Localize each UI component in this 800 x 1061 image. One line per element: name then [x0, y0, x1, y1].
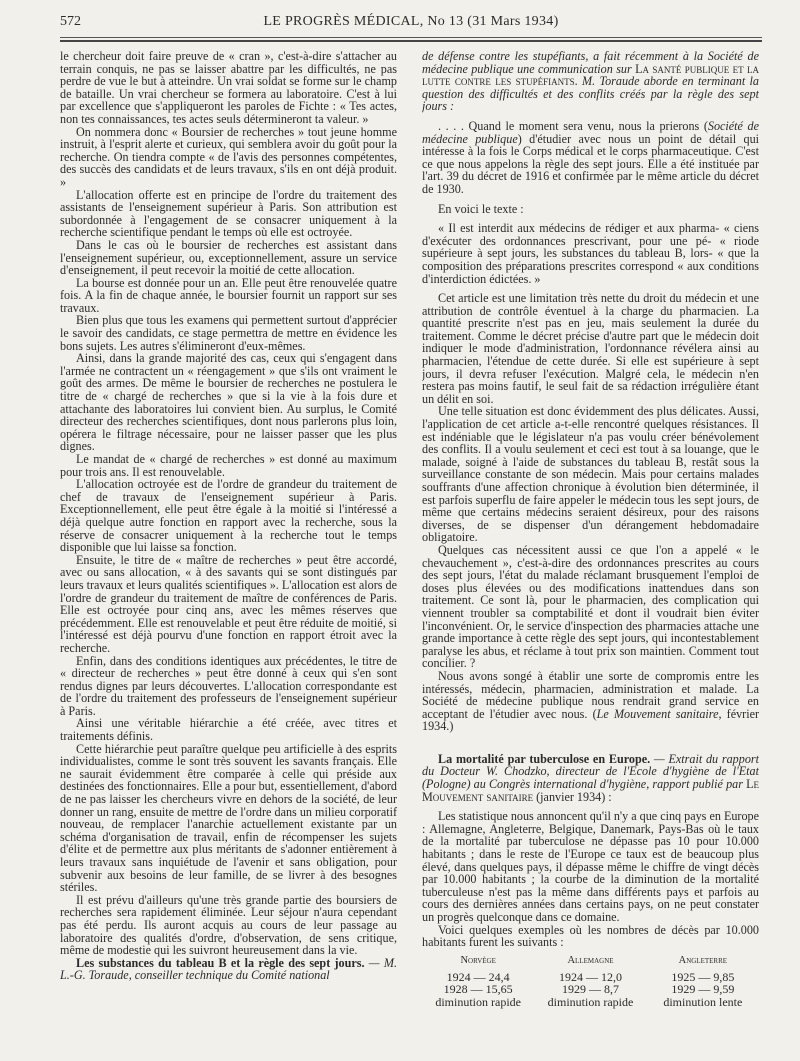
quote-end: ) d'étudier avec nous un point de détail qui intéresse à la fois le Corps médical et le corps pharmaceutique. C'est ce que nous appelons la règle des sept jours. Elle a été instituée par l'art. 39 du décret de 1916 et confirmée par le même article du décret de 1930.: [422, 131, 759, 196]
running-title: LE PROGRÈS MÉDICAL, No 13 (31 Mars 1934): [263, 14, 559, 29]
trend-label: diminution rapide: [547, 995, 634, 1010]
text-intro: En voici le texte :: [438, 201, 524, 216]
section-subtitle: — Extrait du rapport du Docteur W. Chodzko, directeur de l'Ecole d'hygiène de l'Etat (Pologne) au Congrès international d'hygiène, rapport publié par: [422, 751, 759, 792]
paragraph: On nommera donc « Boursier de recherches » tout jeune homme instruit, à l'esprit alerte et curieux, qui semblera avoir du goût pour la recherche. On tiendra compte « de l'avis des personnes compétentes, des succès des candidats et de leurs travaux, s'ils en ont déjà produit. »: [60, 124, 397, 189]
right-column: [422, 50, 759, 1055]
quote-paragraph: [422, 120, 759, 196]
left-column: [60, 50, 397, 1055]
stats-column-germany: [534, 955, 646, 1009]
paragraph: Quelques cas nécessitent aussi ce que l'on a appelé « le chevauchement », c'est-à-dire des ordonnances prescrites au cours des sept jours, l'état du malade réclamant brusquement l'emploi de doses plus élevées ou des modifications inattendues dans son traitement. Ce sont là, pour le pharmacien, des complication qui viennent troubler sa comptabilité et dont il voudrait bien éviter l'inconvénient. Or, le service d'inspection des pharmacies attache une grande importance à cette règle des sept jours, qui incontestablement paralyse les abus, et réclame à tout prix son maintien. Comment tout concilier. ?: [422, 542, 759, 671]
stat-row: 1924 — 12,0: [558, 969, 622, 984]
intro-smallcaps: La santé publique et la lutte contre les stupéfiants.: [422, 61, 759, 89]
closing-paragraph: [422, 670, 759, 733]
paragraph: L'allocation octroyée est de l'ordre de grandeur du traitement de chef de travaux de l'enseignement supérieur à Paris. Exceptionnellement, elle peut être égale à la moitié si l'intéressé a déjà quelque autre fonction en rapport avec la recherche, sous la réserve de consacrer uniquement à la recherche tout le temps disponible que lui laisse sa fonction.: [60, 477, 397, 555]
paragraph: Dans le cas où le boursier de recherches est assistant dans l'enseignement supérieur, ou, exceptionnellement, assure un service d'enseignement, il peut recevoir la moitié de cette allocation.: [60, 237, 397, 278]
country-label: Allemagne: [567, 954, 614, 966]
paragraph: Ainsi, dans la grande majorité des cas, ceux qui s'engagent dans l'armée ne contractent un « réengagement » que s'ils ont vraiment le goût des armes. De même le boursier de recherches ne postulera le titre de « chargé de recherches » que si la vie à la fois dure et attachante des laboratoires lui convient bien. Au surplus, le Comité directeur des recherches scientifiques, dont nous parlerons plus loin, opérera le filtrage nécessaire, pour ne laisser passer que les plus dignes.: [60, 351, 397, 454]
intro-paragraph: [422, 50, 759, 113]
paragraph: La bourse est donnée pour un an. Elle peut être renouvelée quatre fois. A la fin de chaque année, le boursier fournit un rapport sur ses travaux.: [60, 275, 397, 315]
stat-row: 1924 — 24,4: [446, 969, 510, 984]
quote-start: . . . . Quand le moment sera venu, nous la prierons (: [438, 118, 708, 133]
header-rule-thin: [60, 37, 762, 38]
paragraph: Voici quelques exemples où les nombres de décès par 10.000 habitants furent les suivants :: [422, 922, 759, 950]
stat-row: 1929 — 8,7: [561, 982, 619, 997]
stats-column-england: [647, 955, 759, 1009]
paragraph: L'allocation offerte est en principe de l'ordre du traitement des assistants de l'enseignement supérieur à Paris. Son attribution est subordonnée à l'engagement de se consacrer uniquement à la recherche scientifique pendant le temps où elle est octroyée.: [60, 187, 397, 240]
page-number: 572: [60, 14, 81, 29]
trend-label: diminution rapide: [435, 995, 521, 1010]
closing-italic: Le Mouvement sanitaire: [596, 706, 719, 721]
paragraph: Cet article est une limitation très nette du droit du médecin et une attribution de contrôle éventuel à la charge du pharmacien. La quantité prescrite n'est pas en jeu, mais seulement la durée du traitement. Comme le décret précise d'autre part que le médecin doit indiquer le mode d'administration, l'ordonnance révélera ainsi au pharmacien, l'étendue de cette durée. Si elle est supérieure à sept jours, il devra refuser l'exécution. Malgré cela, le médecin n'en restera pas moins fautif, le seul fait de sa rédaction irrégulière étant un délit en soi.: [422, 291, 759, 406]
section-byline: — M. L.-G. Toraude, conseiller technique du Comité national: [60, 955, 397, 983]
paragraph: le chercheur doit faire preuve de « cran », c'est-à-dire s'attacher au terrain conquis, ne pas se laisser abattre par les difficultés, ne pas perdre de vue le but à atteindre. Un vrai soldat se forme sur le champ de bataille. Un vrai chercheur se formera au laboratoire. C'est à lui par excellence que s'appliqueront les paroles de Fichte : « Tes actes, non tes connaissances, tes actes seuls détermineront ta valeur. »: [60, 50, 397, 126]
country-label: Norvège: [460, 954, 496, 966]
section-subtitle-end: (janvier 1934) :: [533, 789, 612, 804]
stats-column-norway: [422, 955, 534, 1009]
country-label: Angleterre: [678, 954, 728, 966]
paragraph: Bien plus que tous les examens qui permettent surtout d'apprécier le savoir des candidats, ce stage permettra de mettre en évidence les bons sujets. Les autres s'élimineront d'eux-mêmes.: [60, 313, 397, 353]
stat-row: 1929 — 9,59: [671, 982, 735, 997]
paragraph: Le mandat de « chargé de recherches » est donné au maximum pour trois ans. Il est renouvelable.: [60, 452, 397, 479]
header-rule-thick: [60, 40, 762, 42]
stat-row: 1928 — 15,65: [443, 982, 513, 997]
intro-italic-end: M. Toraude aborde en terminant la question des difficultés et des conflits créés par la règle des sept jours :: [422, 74, 759, 114]
paragraph: Il est prévu d'ailleurs qu'une très grande partie des boursiers de recherches sera rapidement éliminée. Leur séjour n'aura cependant pas été perdu. Ils auront acquis au cours de leur passage au laboratoire des qualités d'ordre, d'observation, de sens critique, même de modestie qui les suivront heureusement dans la vie.: [60, 892, 397, 958]
section-subtitle-smallcaps: Le Mouvement sanitaire: [422, 777, 759, 804]
paragraph: Ensuite, le titre de « maître de recherches » peut être accordé, avec ou sans allocation, « à des savants qui se sont distingués par leurs travaux et leurs qualités scientifiques ». L'allocation est alors de l'ordre de grandeur du traitement de maître de conférences de Paris. Elle est octroyée pour cinq ans, avec les mêmes réserves que précédemment. Elle est renouvelable et peut être réduite de moitié, si l'intéressé est déjà pourvu d'une fonction en rapport étroit avec la recherche.: [60, 552, 397, 655]
paragraph: Enfin, dans des conditions identiques aux précédentes, le titre de « directeur de recherches » peut être donné à ceux qui s'en sont rendus dignes par leurs découvertes. L'allocation correspondante est de l'ordre du traitement des professeurs de l'enseignement supérieur à Paris.: [60, 653, 397, 718]
paragraph: Cette hiérarchie peut paraître quelque peu artificielle à des esprits individualistes, comme le sont très souvent les savants français. Elle ne saurait évidemment être comparée à celle qui préside aux destinées des fonctionnaires. Elle a pour but, essentiellement, d'abord de ne pas laisser les chercheurs vivre en dehors de la société, de leur donner un rang, ensuite de mettre de l'ordre dans un milieu corporatif nouveau, de remplacer l'anarchie actuellement existante par un schéma d'organisation de travail, enfin de récompenser les sujets d'élite et de permettre aux plus méritants de s'adonner entièrement à leurs travaux sans inquiétude de l'avenir et sans obligation, pour subvenir aux besoins de leur famille, de se livrer à des besognes stériles.: [60, 741, 397, 895]
intro-italic: de défense contre les stupéfiants, a fait récemment à la Société de médecine publique une communication sur: [422, 50, 759, 76]
paragraph: Une telle situation est donc évidemment des plus délicates. Aussi, l'application de cet article a-t-elle rencontré quelques résistances. Il est indéniable que le législateur n'a pas voulu créer bénévolement des conflits. Il a voulu seulement et ceci est tout à sa louange, que le malade, soigné à l'aide de substances du tableau B, restât sous la surveillance constante de son médecin. Mais pour certains malades souffrants d'une affection chronique à évolution bien déterminée, il est parfois superflu de faire appeler le médecin tous les sept jours, de même que certains médecins seraient désireux, pour des raisons diverses, de se dispenser d'un dérangement hebdomadaire obligatoire.: [422, 404, 759, 545]
decree-quote: « Il est interdit aux médecins de rédiger et aux pharma- « ciens d'exécuter des ordonnances prescrivant, pour une pé- « riode supérieure à sept jours, les substances du tableau B, lors- « que la composition des préparations prescrites correspond « aux conditions d'interdiction édictées. »: [422, 221, 759, 286]
quote-italic: Société de médecine publique: [422, 118, 759, 146]
section-title: La mortalité par tuberculose en Europe.: [438, 751, 651, 766]
mortality-statistics: [422, 955, 759, 1009]
section-title: Les substances du tableau B et la règle des sept jours.: [76, 955, 365, 970]
stat-row: 1925 — 9,85: [671, 969, 735, 984]
paragraph: Les statistique nous annoncent qu'il n'y a que cinq pays en Europe : Allemagne, Angleterre, Belgique, Danemark, Pays-Bas où le taux de la mortalité par tuberculose ne dépasse pas 10 pour 10.000 habitants ; dans le reste de l'Europe ce taux est de beaucoup plus élevé, dans quelques pays, il dépasse même le chiffre de vingt décès par 10.000 habitants ; la courbe de la diminution de la mortalité tuberculeuse n'est pas la même dans différents pays et parfois au cours des dernières années dans certains pays, on ne peut constater un progrès quelconque dans ce domaine.: [422, 809, 759, 924]
page-header: [60, 10, 762, 36]
closing-end: , février 1934.): [422, 706, 759, 734]
paragraph: Ainsi une véritable hiérarchie a été créée, avec titres et traitements définis.: [60, 716, 397, 744]
closing-start: Nous avons songé à établir une sorte de compromis entre les intéressés, médecin, pharmacien, administration et malade. La Société de médecine publique nous rendrait grand service en acceptant de l'étudier avec nous. (: [422, 668, 759, 721]
section-heading-substances: [60, 957, 397, 982]
trend-label: diminution lente: [663, 995, 743, 1010]
section-heading-tuberculosis: [422, 753, 759, 803]
